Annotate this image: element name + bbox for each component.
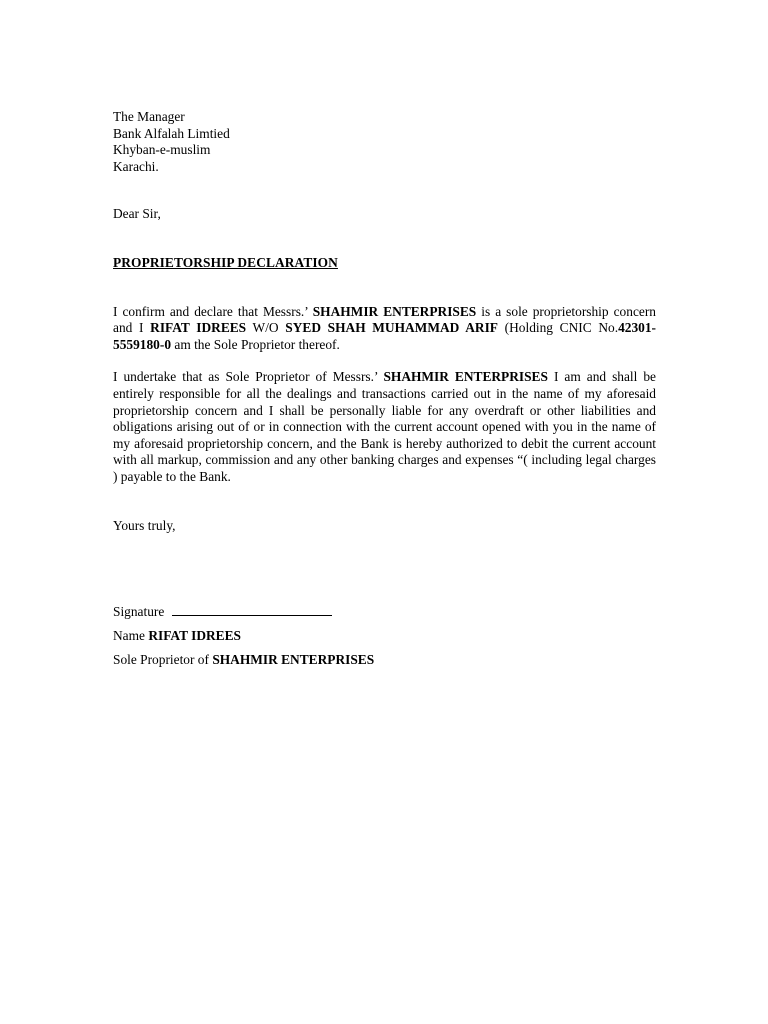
- name-row: [113, 624, 656, 648]
- proprietor-row: [113, 648, 656, 672]
- paragraph-text: is a sole proprietorship concern and I: [113, 303, 656, 336]
- closing: Yours truly,: [113, 517, 176, 533]
- company-name: SHAHMIR ENTERPRISES: [312, 303, 477, 319]
- signature-row: [113, 600, 656, 624]
- address-line: The Manager: [113, 109, 185, 124]
- proprietor-value: SHAHMIR ENTERPRISES: [212, 652, 375, 668]
- proprietor-label: Sole Proprietor of: [113, 652, 213, 668]
- name-label: Name: [113, 628, 149, 644]
- paragraph-text: W/O: [246, 320, 286, 336]
- paragraph-text: (Holding CNIC No.: [497, 320, 619, 336]
- address-line: Karachi.: [113, 158, 159, 174]
- letter-page: [113, 109, 656, 672]
- paragraph-text: I undertake that as Sole Proprietor of Messrs.’: [113, 369, 384, 385]
- salutation: Dear Sir,: [113, 206, 161, 222]
- address-line: Khyban-e-muslim: [113, 142, 211, 158]
- paragraph-text: I am and shall be entirely responsible for all the dealings and transactions carried out in the name of my aforesaid proprietorship concern and I shall be personally liable for any overdraft or other liabilities and obligations arising out of or in connection with the current account opened with you in the name of my aforesaid proprietorship concern, and the Bank is hereby authorized to debit the current account with all markup, commission and any other banking charges and expenses “( including legal charges ) payable to the Bank.: [113, 369, 657, 484]
- paragraph-text: am the Sole Proprietor thereof.: [171, 336, 340, 352]
- signature-label: Signature: [113, 604, 168, 620]
- spouse-name: SYED SHAH MUHAMMAD ARIF: [285, 320, 498, 336]
- cnic-number: 42301-5559180-0: [113, 320, 656, 352]
- address-line: Bank Alfalah Limtied: [113, 125, 230, 141]
- company-name: SHAHMIR ENTERPRISES: [383, 369, 548, 385]
- undertaking-paragraph: [113, 369, 656, 485]
- paragraph-text: I confirm and declare that Messrs.’: [113, 303, 313, 319]
- signature-line: [172, 602, 332, 616]
- name-value: RIFAT IDREES: [148, 628, 241, 644]
- signature-block: [113, 600, 656, 672]
- declaration-paragraph: [113, 304, 656, 354]
- document-title: PROPRIETORSHIP DECLARATION: [113, 254, 338, 270]
- proprietor-name: RIFAT IDREES: [150, 320, 247, 336]
- recipient-address: [113, 109, 656, 175]
